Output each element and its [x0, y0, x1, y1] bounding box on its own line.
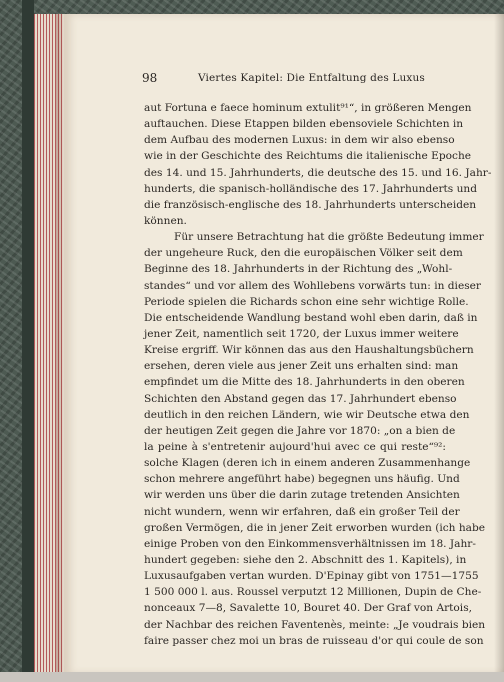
page-number: 98: [142, 71, 158, 85]
text-line: Beginne des 18. Jahrhunderts in der Richtung des „Wohl-: [144, 263, 453, 276]
text-line: nonceaux 7—8, Savalette 10, Bouret 40. Der Graf von Artois,: [144, 602, 472, 615]
text-line: Schichten den Abstand gegen das 17. Jahrhundert ebenso: [144, 392, 457, 405]
text-line: 1 500 000 l. aus. Roussel verputzt 12 Millionen, Dupin de Che-: [144, 586, 482, 599]
text-line: Für unsere Betrachtung hat die größte Bedeutung immer: [174, 231, 484, 244]
book-cover-inner-edge: [22, 0, 34, 682]
text-line: jener Zeit, namentlich seit 1720, der Luxus immer weitere: [144, 327, 459, 340]
text-line: können.: [144, 214, 187, 227]
text-line: wir werden uns über die darin zutage tretenden Ansichten: [144, 489, 460, 502]
text-line: Periode spielen die Richards schon eine sehr wichtige Rolle.: [144, 295, 469, 308]
text-line: deutlich in den reichen Ländern, wie wir Deutsche etwa den: [144, 408, 470, 421]
text-line: faire passer chez moi un bras de ruisseau d'or qui coule de son: [144, 634, 484, 647]
running-title: Viertes Kapitel: Die Entfaltung des Luxus: [198, 72, 425, 84]
text-line: ersehen, deren viele aus jener Zeit uns erhalten sind: man: [144, 360, 459, 373]
text-line: der ungeheure Ruck, den die europäischen Völker seit dem: [144, 247, 463, 260]
text-line: aut Fortuna e faece hominum extulit⁹¹“, in größeren Mengen: [144, 102, 472, 114]
body-text: [144, 100, 492, 649]
text-line: la peine à s'entretenir aujourd'hui avec ce qui reste“⁹²:: [144, 440, 446, 453]
text-line: einige Proben von den Einkommensverhältnissen im 18. Jahr-: [144, 537, 476, 550]
text-line: Luxusaufgaben vertan wurden. D'Epinay gibt von 1751—1755: [144, 570, 479, 583]
text-line: empfindet um die Mitte des 18. Jahrhunderts in den oberen: [144, 376, 465, 389]
text-line: solche Klagen (deren ich in einem anderen Zusammenhange: [144, 457, 471, 470]
text-line: nicht wundern, wenn wir erfahren, daß ein großer Teil der: [144, 505, 460, 518]
text-line: auftauchen. Diese Etappen bilden ebensoviele Schichten in: [144, 118, 464, 131]
text-line: großen Vermögen, die in jener Zeit erworben wurden (ich habe: [144, 521, 486, 534]
text-line: standes“ und vor allem des Wohllebens vorwärts tun: in dieser: [144, 279, 481, 292]
text-line: Kreise ergriff. Wir können das aus den Haushaltungsbüchern: [144, 344, 474, 357]
text-line: wie in der Geschichte des Reichtums die italienische Epoche: [144, 150, 472, 163]
text-line: dem Aufbau des modernen Luxus: in dem wir also ebenso: [144, 134, 455, 147]
page-header: [142, 71, 462, 87]
text-line: hunderts, die spanisch-holländische des 17. Jahrhunderts und: [144, 182, 478, 195]
text-line: der heutigen Zeit gegen die Jahre vor 1870: „on a bien de: [144, 424, 456, 437]
text-line: des 14. und 15. Jahrhunderts, die deutsche des 15. und 16. Jahr-: [144, 166, 492, 179]
text-line: Die entscheidende Wandlung bestand wohl eben darin, daß in: [144, 311, 478, 324]
text-line: die französisch-englische des 18. Jahrhunderts unterscheiden: [144, 198, 477, 211]
page-right-shadow: [494, 14, 504, 674]
text-line: schon mehrere angeführt habe) begegnen uns häufig. Und: [144, 473, 460, 486]
book-cover-bottom: [0, 672, 504, 682]
text-line: der Nachbar des reichen Faventenès, meinte: „Je voudrais bien: [144, 618, 486, 631]
page-edge-shadow: [56, 14, 64, 674]
text-line: hundert gegeben: siehe den 2. Abschnitt des 1. Kapitels), in: [144, 553, 467, 566]
